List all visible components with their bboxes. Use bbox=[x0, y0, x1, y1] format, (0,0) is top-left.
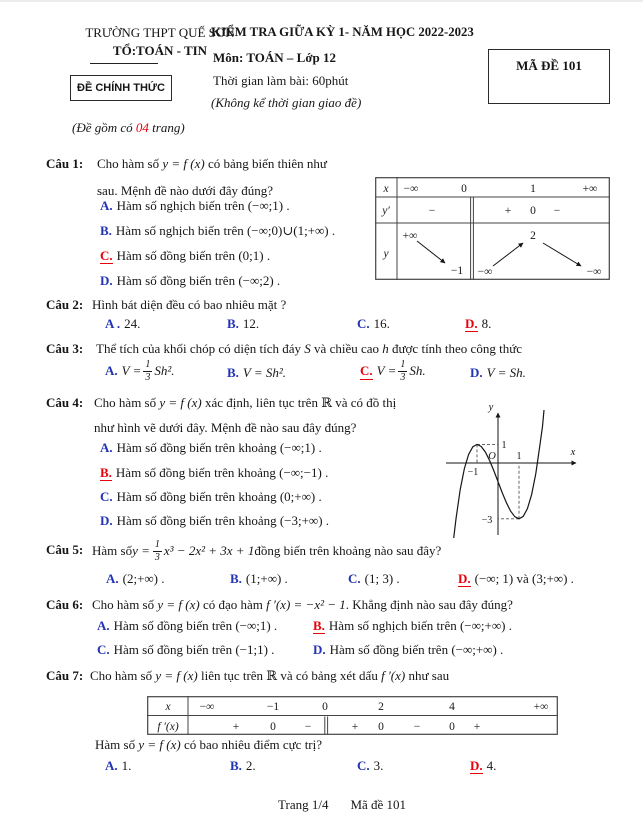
option-letter-answer: C. bbox=[100, 248, 113, 263]
option-letter-answer: B. bbox=[313, 618, 325, 633]
q3-var-s: S bbox=[304, 341, 311, 356]
q4-label: Câu 4: bbox=[46, 395, 84, 410]
q7-intro-mid: liên tục trên ℝ và có bảng xét dấu bbox=[197, 668, 382, 683]
q3-intro-post: được tính theo công thức bbox=[388, 341, 523, 356]
q6-label: Câu 6: bbox=[46, 597, 84, 612]
official-exam-stamp: ĐỀ CHÍNH THỨC bbox=[70, 75, 172, 101]
q7-sub-post: có bao nhiêu điểm cực trị? bbox=[180, 737, 323, 752]
school-name: TRƯỜNG THPT QUẾ SƠN bbox=[85, 25, 235, 40]
q1-label: Câu 1: bbox=[46, 156, 84, 171]
q1-variation-table bbox=[375, 177, 610, 280]
option-text: Hàm số đồng biến trên (0;1) . bbox=[116, 248, 271, 263]
fraction bbox=[153, 539, 162, 563]
option-text: Hàm số đồng biến trên khoảng (0;+∞) . bbox=[116, 489, 322, 504]
q5-intro-post: đồng biến trên khoảng nào sau đây? bbox=[254, 543, 442, 558]
option-text: 12. bbox=[242, 316, 260, 331]
q4-function-graph bbox=[443, 396, 588, 538]
q3-option-d bbox=[470, 365, 526, 381]
q6-math-fx: y = f (x) bbox=[157, 597, 200, 612]
arrow-decreasing bbox=[417, 241, 445, 263]
sign-table-x-value: 2 bbox=[378, 701, 384, 713]
option-formula-pre: V = bbox=[121, 363, 142, 378]
option-text: Hàm số đồng biến trên (−1;1) . bbox=[113, 642, 275, 657]
q1-option-a bbox=[100, 198, 290, 214]
q2-option-d-answer bbox=[465, 316, 491, 332]
q4-option-a bbox=[100, 440, 322, 456]
fraction bbox=[143, 359, 152, 383]
option-letter: D. bbox=[100, 273, 113, 288]
option-text: (1; 3) . bbox=[364, 571, 400, 586]
q3-option-a bbox=[105, 356, 175, 386]
q5-intro-pre: Hàm số bbox=[92, 543, 133, 558]
option-letter: C. bbox=[357, 316, 370, 331]
q4-option-b-answer bbox=[100, 465, 328, 481]
arrow-decreasing bbox=[543, 243, 581, 266]
fraction-numerator: 1 bbox=[400, 359, 406, 370]
bbt-x-value: −∞ bbox=[403, 183, 419, 195]
footer-exam-code: Mã đề 101 bbox=[350, 797, 407, 812]
q3-intro-mid: và chiều cao bbox=[310, 341, 383, 356]
option-text: Hàm số đồng biến trên (−∞;1) . bbox=[113, 618, 278, 633]
bbt-y-value: −∞ bbox=[586, 266, 602, 278]
option-text: (−∞; 1) và (3;+∞) . bbox=[474, 571, 574, 586]
option-text: Hàm số đồng biến trên (−∞;2) . bbox=[116, 273, 281, 288]
option-letter: A. bbox=[100, 198, 113, 213]
pages-note-post: trang) bbox=[148, 120, 185, 135]
fraction-numerator: 1 bbox=[154, 539, 160, 550]
q1-intro-post: có bảng biến thiên như bbox=[204, 156, 327, 171]
option-letter: C. bbox=[348, 571, 361, 586]
fraction-denominator: 3 bbox=[145, 371, 151, 383]
q7-sub-question bbox=[95, 737, 322, 753]
q4-text-line1 bbox=[94, 395, 396, 411]
option-letter: A . bbox=[105, 316, 121, 331]
sign: + bbox=[473, 721, 481, 733]
bbt-x-label: x bbox=[383, 183, 389, 195]
q4-intro-pre: Cho hàm số bbox=[94, 395, 160, 410]
x-tick-1: 1 bbox=[516, 451, 522, 462]
sign: + bbox=[351, 721, 359, 733]
q4-intro-post: xác định, liên tục trên ℝ và có đồ thị bbox=[201, 395, 397, 410]
q7-option-d-answer bbox=[470, 758, 496, 774]
footer-page-number: Trang 1/4 bbox=[278, 797, 329, 812]
sign: 0 bbox=[449, 721, 455, 733]
exam-code-box bbox=[488, 49, 610, 104]
arrow-increasing bbox=[493, 243, 523, 266]
q6-option-b-answer bbox=[313, 618, 512, 634]
option-text: 4. bbox=[486, 758, 497, 773]
q1-option-c-answer bbox=[100, 248, 270, 264]
q6-intro-post: . Khẳng định nào sau đây đúng? bbox=[345, 597, 513, 612]
bbt-sign: − bbox=[428, 205, 436, 217]
x-axis-label: x bbox=[570, 447, 576, 458]
bbt-x-value: +∞ bbox=[582, 183, 598, 195]
sign-table-x-value: +∞ bbox=[533, 701, 549, 713]
option-letter: B. bbox=[227, 365, 239, 380]
q1-intro-pre: Cho hàm số bbox=[97, 156, 163, 171]
subject-line: Môn: TOÁN – Lớp 12 bbox=[213, 50, 337, 65]
sign: − bbox=[413, 721, 421, 733]
option-letter: A. bbox=[100, 440, 113, 455]
department-name: TỔ:TOÁN - TIN bbox=[112, 43, 208, 58]
option-text: Hàm số đồng biến trên khoảng (−∞;1) . bbox=[116, 440, 322, 455]
bbt-sign: + bbox=[504, 205, 512, 217]
bbt-y-value: −∞ bbox=[477, 266, 493, 278]
option-text: Hàm số đồng biến trên (−∞;+∞) . bbox=[329, 642, 504, 657]
sign-table-fprime-label: f ′(x) bbox=[157, 721, 179, 733]
option-letter-answer: D. bbox=[458, 571, 471, 586]
option-text: Hàm số đồng biến trên khoảng (−∞;−1) . bbox=[115, 465, 329, 480]
q4-text-line2: như hình vẽ dưới đây. Mệnh đề nào sau đây đúng? bbox=[94, 420, 357, 435]
option-letter: C. bbox=[357, 758, 370, 773]
q4-intro-math: y = f (x) bbox=[159, 395, 202, 410]
x-tick-minus1: −1 bbox=[467, 467, 479, 478]
option-text: (2;+∞) . bbox=[122, 571, 165, 586]
q6-math-derivative: f ′(x) = −x² − 1 bbox=[266, 597, 346, 612]
sign-table-x-value: 4 bbox=[449, 701, 455, 713]
q4-option-d bbox=[100, 513, 329, 529]
option-text: 2. bbox=[245, 758, 256, 773]
q7-sub-pre: Hàm số bbox=[95, 737, 139, 752]
bbt-y-value: 2 bbox=[530, 230, 536, 242]
bbt-x-value: 0 bbox=[461, 183, 467, 195]
pages-note-number: 04 bbox=[135, 120, 149, 135]
q4-option-c bbox=[100, 489, 322, 505]
option-text: (1;+∞) . bbox=[245, 571, 288, 586]
exam-title: KIỂM TRA GIỮA KỲ 1- NĂM HỌC 2022-2023 bbox=[211, 25, 474, 39]
q7-option-c bbox=[357, 758, 383, 774]
sign: 0 bbox=[378, 721, 384, 733]
q5-option-b bbox=[230, 571, 288, 587]
option-text: Hàm số nghịch biến trên (−∞;+∞) . bbox=[328, 618, 512, 633]
option-formula-post: Sh. bbox=[409, 363, 426, 378]
q2-option-c bbox=[357, 316, 390, 332]
q7-sub-math: y = f (x) bbox=[138, 737, 181, 752]
q1-option-b bbox=[100, 223, 335, 239]
exam-code: MÃ ĐỀ 101 bbox=[516, 58, 582, 73]
fraction-denominator: 3 bbox=[154, 551, 160, 563]
q6-option-a bbox=[97, 618, 277, 634]
y-tick-1: 1 bbox=[501, 440, 507, 451]
bbt-sign: − bbox=[553, 205, 561, 217]
q5-option-c bbox=[348, 571, 400, 587]
q2-text: Hình bát diện đều có bao nhiêu mặt ? bbox=[92, 297, 287, 312]
fraction bbox=[398, 359, 407, 383]
q6-intro-pre: Cho hàm số bbox=[92, 597, 158, 612]
q7-sign-table bbox=[147, 696, 558, 735]
q1-text-line2: sau. Mệnh đề nào dưới đây đúng? bbox=[97, 183, 274, 198]
q6-option-c bbox=[97, 642, 274, 658]
sign-table-x-label: x bbox=[165, 701, 171, 713]
q3-intro-pre: Thể tích của khối chóp có diện tích đáy bbox=[96, 341, 305, 356]
q7-intro-pre: Cho hàm số bbox=[90, 668, 156, 683]
q7-label: Câu 7: bbox=[46, 668, 84, 683]
bbt-y-value: +∞ bbox=[402, 230, 418, 242]
q6-option-d bbox=[313, 642, 503, 658]
q2-option-a bbox=[105, 316, 140, 332]
q3-text bbox=[96, 341, 522, 357]
option-letter: A. bbox=[105, 363, 118, 378]
q5-option-a bbox=[106, 571, 165, 587]
option-formula-pre: V = bbox=[376, 363, 397, 378]
option-formula-post: Sh². bbox=[154, 363, 175, 378]
option-text: 1. bbox=[121, 758, 132, 773]
option-letter: D. bbox=[100, 513, 113, 528]
option-letter-answer: D. bbox=[465, 316, 478, 331]
origin-label: O bbox=[488, 451, 496, 462]
option-letter: B. bbox=[230, 758, 242, 773]
pages-note bbox=[72, 120, 185, 136]
q3-option-b bbox=[227, 365, 286, 381]
option-text: Hàm số nghịch biến trên (−∞;0)∪(1;+∞) . bbox=[115, 223, 336, 238]
bbt-sign: 0 bbox=[530, 205, 536, 217]
option-text: Hàm số đồng biến trên khoảng (−3;+∞) . bbox=[116, 513, 330, 528]
option-letter: A. bbox=[97, 618, 110, 633]
option-formula: V = Sh². bbox=[242, 365, 287, 380]
bbt-y-label: y bbox=[383, 248, 389, 260]
bbt-y-value: −1 bbox=[450, 265, 464, 277]
q6-intro-mid: có đạo hàm bbox=[199, 597, 267, 612]
fraction-numerator: 1 bbox=[145, 359, 151, 370]
y-axis-label: y bbox=[488, 402, 494, 413]
q7-math-fprime: f ′(x) bbox=[381, 668, 406, 683]
option-text: 24. bbox=[124, 316, 141, 331]
page-top-divider bbox=[0, 0, 643, 2]
sign: − bbox=[304, 721, 312, 733]
sign: + bbox=[232, 721, 240, 733]
q7-option-b bbox=[230, 758, 256, 774]
option-letter: B. bbox=[230, 571, 242, 586]
option-letter-answer: D. bbox=[470, 758, 483, 773]
bbt-x-value: 1 bbox=[530, 183, 536, 195]
q3-option-c-answer bbox=[360, 356, 426, 386]
sign: 0 bbox=[270, 721, 276, 733]
option-formula: V = Sh. bbox=[486, 365, 526, 380]
q1-text-line1 bbox=[97, 156, 327, 172]
q7-intro-post: như sau bbox=[405, 668, 450, 683]
option-letter-answer: B. bbox=[100, 465, 112, 480]
q3-var-h: h bbox=[382, 341, 389, 356]
fraction-denominator: 3 bbox=[400, 371, 406, 383]
q6-text bbox=[92, 597, 513, 613]
q5-option-d-answer bbox=[458, 571, 574, 587]
q2-label: Câu 2: bbox=[46, 297, 84, 312]
sign-table-x-value: −1 bbox=[266, 701, 280, 713]
duration-note: (Không kể thời gian giao đề) bbox=[211, 95, 362, 110]
option-text: 3. bbox=[373, 758, 384, 773]
option-letter: A. bbox=[106, 571, 119, 586]
option-letter: A. bbox=[105, 758, 118, 773]
option-letter: D. bbox=[470, 365, 483, 380]
duration-line: Thời gian làm bài: 60phút bbox=[213, 73, 349, 88]
sign-table-x-value: −∞ bbox=[199, 701, 215, 713]
q5-math-poly: x³ − 2x² + 3x + 1 bbox=[163, 543, 255, 558]
q5-text bbox=[92, 536, 441, 566]
q7-math-fx: y = f (x) bbox=[155, 668, 198, 683]
q2-option-b bbox=[227, 316, 259, 332]
option-text: Hàm số nghịch biến trên (−∞;1) . bbox=[116, 198, 290, 213]
page-footer bbox=[278, 797, 406, 813]
pages-note-pre: (Đề gồm có bbox=[72, 120, 136, 135]
q3-label: Câu 3: bbox=[46, 341, 84, 356]
department-underline bbox=[90, 63, 158, 64]
option-letter: C. bbox=[100, 489, 113, 504]
option-text: 16. bbox=[373, 316, 390, 331]
option-letter: B. bbox=[100, 223, 112, 238]
option-text: 8. bbox=[481, 316, 492, 331]
option-letter: C. bbox=[97, 642, 110, 657]
q1-option-d bbox=[100, 273, 280, 289]
q5-math-pre: y = bbox=[132, 543, 150, 558]
option-letter: B. bbox=[227, 316, 239, 331]
option-letter: D. bbox=[313, 642, 326, 657]
y-tick-minus3: −3 bbox=[481, 515, 493, 526]
sign-table-x-value: 0 bbox=[322, 701, 328, 713]
option-letter-answer: C. bbox=[360, 362, 373, 378]
q7-text bbox=[90, 668, 449, 684]
q7-option-a bbox=[105, 758, 131, 774]
q1-intro-math: y = f (x) bbox=[162, 156, 205, 171]
bbt-yprime-label: y′ bbox=[382, 205, 390, 217]
q5-label: Câu 5: bbox=[46, 542, 84, 557]
